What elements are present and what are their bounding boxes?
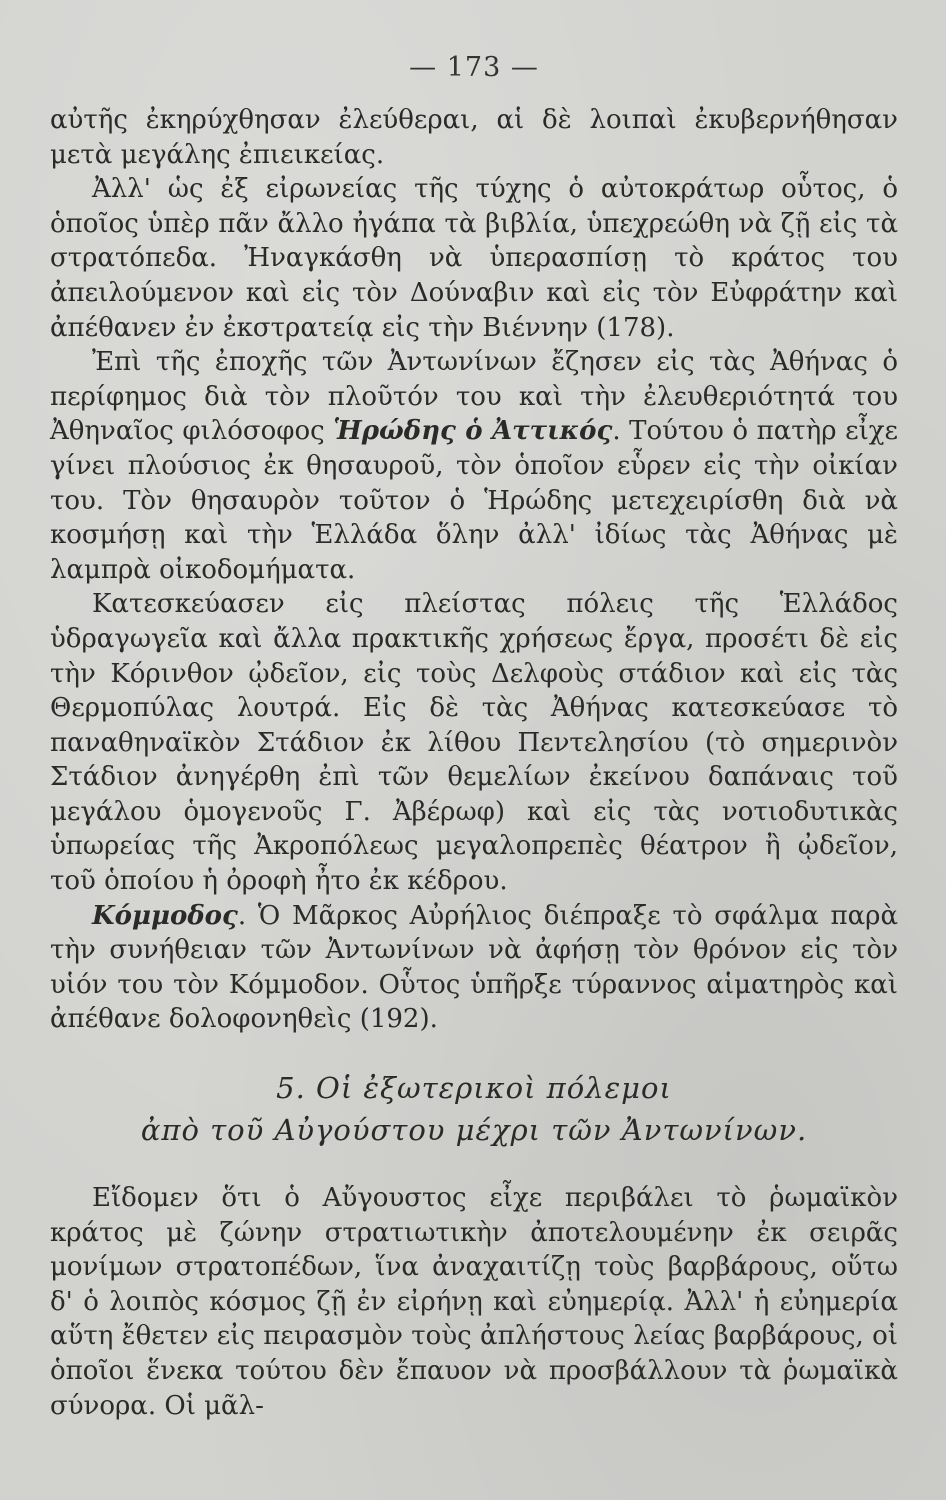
paragraph-text: . Ὁ Μᾶρκος Αὐρήλιος διέπραξε τὸ σφάλμα παρὰ τὴν συνήθειαν τῶν Ἀντωνίνων νὰ ἀφήσῃ τὸν θρόνον εἰς τὸν υἱόν του τὸν Κόμμοδον. Οὗτος ὑπῆρξε τύραννος αἱματηρὸς καὶ ἀπέθανε δολοφονηθεὶς (192).: [50, 900, 898, 1035]
paragraph-marcus-aurelius: Ἀλλ' ὡς ἐξ εἰρωνείας τῆς τύχης ὁ αὐτοκράτωρ οὗτος, ὁ ὁποῖος ὑπὲρ πᾶν ἄλλο ἠγάπα τὰ βιβλία, ὑπεχρεώθη νὰ ζῇ εἰς τὰ στρατόπεδα. Ἠναγκάσθη νὰ ὑπερασπίσῃ τὸ κράτος του ἀπειλούμενον καὶ εἰς τὸν Δούναβιν καὶ εἰς τὸν Εὐφράτην καὶ ἀπέθανεν ἐν ἐκστρατείᾳ εἰς τὴν Βιέννην (178).: [50, 174, 898, 343]
main-text: [50, 103, 898, 1423]
paragraph-buildings: Κατεσκεύασεν εἰς πλείστας πόλεις τῆς Ἑλλάδος ὑδραγωγεῖα καὶ ἄλλα πρακτικῆς χρήσεως ἔργα, προσέτι δὲ εἰς τὴν Κόρινθον ᾠδεῖον, εἰς τοὺς Δελφοὺς στάδιον καὶ εἰς τὰς Θερμοπύλας λουτρά. Εἰς δὲ τὰς Ἀθήνας κατεσκεύασε τὸ παναθηναϊκὸν Στάδιον ἐκ λίθου Πεντελησίου (τὸ σημερινὸν Στάδιον ἀνηγέρθη ἐπὶ τῶν θεμελίων ἐκείνου δαπάναις τοῦ μεγάλου ὁμογενοῦς Γ. Ἀβέρωφ) καὶ εἰς τὰς νοτιοδυτικὰς ὑπωρείας τῆς Ἀκροπόλεως μεγαλοπρεπὲς θέατρον ἢ ᾠδεῖον, τοῦ ὁποίου ἡ ὀροφὴ ἦτο ἐκ κέδρου.: [50, 589, 898, 897]
paragraph-external-wars: Εἴδομεν ὅτι ὁ Αὔγουστος εἶχε περιβάλει τὸ ῥωμαϊκὸν κράτος μὲ ζώνην στρατιωτικὴν ἀποτελουμένην ἐκ σειρᾶς μονίμων στρατοπέδων, ἵνα ἀναχαιτίζῃ τοὺς βαρβάρους, οὕτω δ' ὁ λοιπὸς κόσμος ζῇ ἐν εἰρήνῃ καὶ εὐημερίᾳ. Ἀλλ' ἡ εὐημερία αὕτη ἔθετεν εἰς πειρασμὸν τοὺς ἀπλήστους λείας βαρβάρους, οἱ ὁποῖοι ἕνεκα τούτου δὲν ἔπαυον νὰ προσβάλλουν τὰ ῥωμαϊκὰ σύνορα. Οἱ μᾶλ-: [50, 1183, 898, 1421]
paragraph-commodus: [50, 899, 898, 1037]
page-number: — 173 —: [409, 52, 539, 83]
book-page: [50, 52, 898, 1423]
commodus-name: Κόμμοδος: [92, 900, 238, 931]
paragraph-text: Ἐπὶ τῆς ἐποχῆς τῶν Ἀντωνίνων ἔζησεν εἰς τὰς Ἀθήνας ὁ περίφημος διὰ τὸν πλοῦτόν του καὶ τὴν ἐλευθεριότητά του Ἀθηναῖος φιλόσοφος: [50, 347, 898, 447]
paragraph-text: . Τούτου ὁ πατὴρ εἶχε γίνει πλούσιος ἐκ θησαυροῦ, τὸν ὁποῖον εὗρεν εἰς τὴν οἰκίαν του. Τὸν θησαυρὸν τοῦτον ὁ Ἡρώδης μετεχειρίσθη διὰ νὰ κοσμήσῃ καὶ τὴν Ἑλλάδα ὅλην ἀλλ' ἰδίως τὰς Ἀθήνας μὲ λαμπρὰ οἰκοδομήματα.: [50, 416, 898, 585]
section-heading: [50, 1067, 898, 1151]
paragraph-herodes-atticus: [50, 345, 898, 587]
paragraph-continuation: αὐτῆς ἐκηρύχθησαν ἐλεύθεραι, αἱ δὲ λοιπαὶ ἐκυβερνήθησαν μετὰ μεγάλης ἐπιεικείας.: [50, 105, 898, 170]
section-heading-line-2: ἀπὸ τοῦ Αὐγούστου μέχρι τῶν Ἀντωνίνων.: [140, 1113, 808, 1148]
section-heading-line-1: 5. Οἱ ἐξωτερικοὶ πόλεμοι: [276, 1071, 672, 1106]
herodes-name: Ἡρώδης ὁ Ἀττικός: [333, 416, 613, 447]
